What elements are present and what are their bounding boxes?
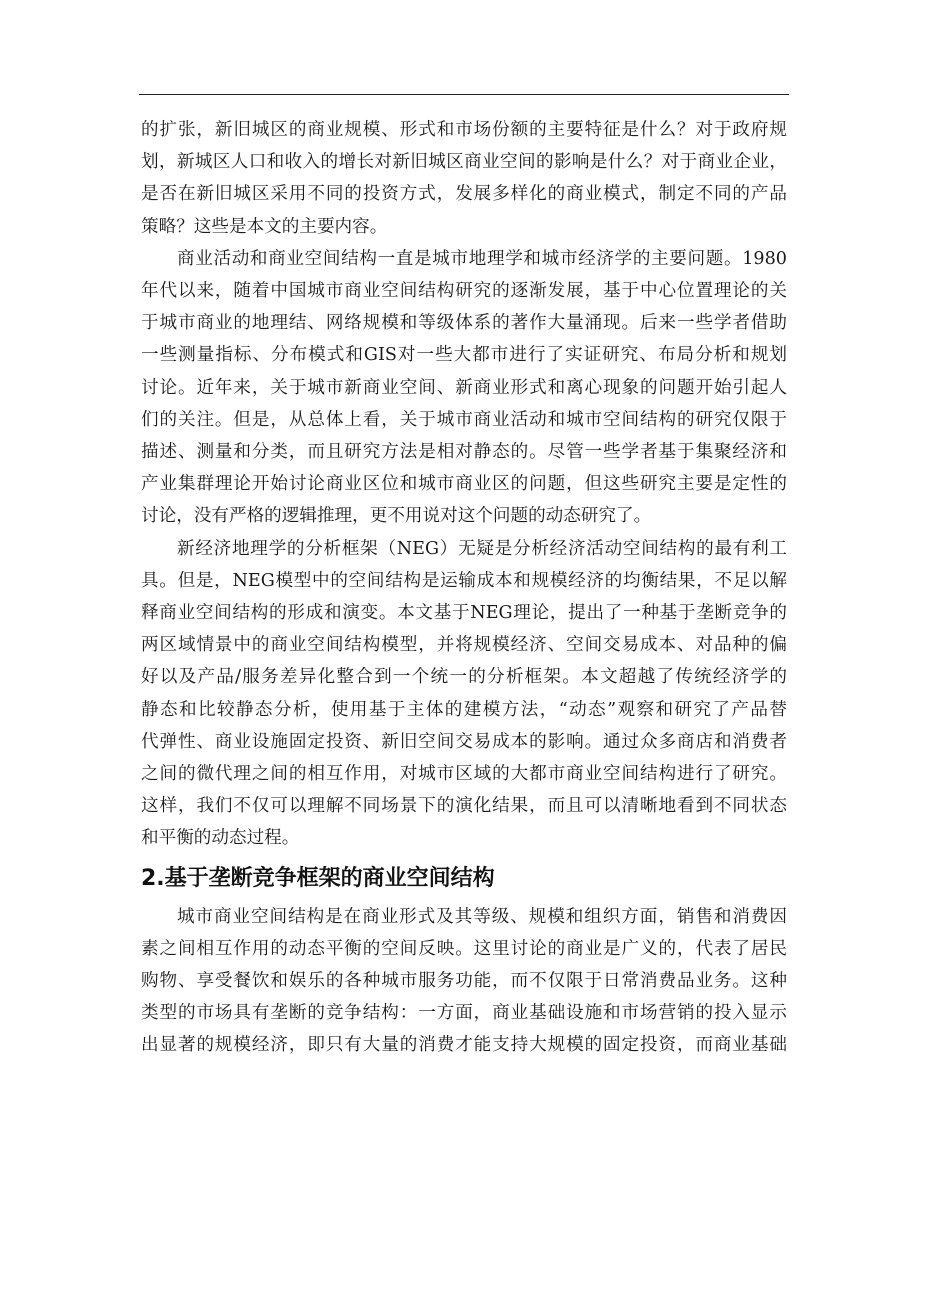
text-line: 购物、享受餐饮和娱乐的各种城市服务功能，而不仅限于日常消费品业务。这种 xyxy=(141,971,787,992)
paragraph-neg-framework xyxy=(141,533,791,855)
text-line: 新经济地理学的分析框架（NEG）无疑是分析经济活动空间结构的最有利工 xyxy=(177,538,787,559)
text-line: 之间的微代理之间的相互作用，对城市区域的大都市商业空间结构进行了研究。 xyxy=(141,764,787,785)
text-line: 是否在新旧城区采用不同的投资方式，发展多样化的商业模式，制定不同的产品 xyxy=(141,184,787,205)
text-line: 一些测量指标、分布模式和GIS对一些大都市进行了实证研究、布局分析和规划 xyxy=(141,345,787,366)
text-line: 代弹性、商业设施固定投资、新旧空间交易成本的影响。通过众多商店和消费者 xyxy=(141,731,787,752)
text-line: 年代以来，随着中国城市商业空间结构研究的逐渐发展，基于中心位置理论的关 xyxy=(141,281,787,302)
paragraph-scope xyxy=(141,114,791,243)
text-line: 策略？这些是本文的主要内容。 xyxy=(141,216,388,237)
text-line: 们的关注。但是，从总体上看，关于城市商业活动和城市空间结构的研究仅限于 xyxy=(141,409,787,430)
text-line: 商业活动和商业空间结构一直是城市地理学和城市经济学的主要问题。1980 xyxy=(177,248,787,269)
text-line: 讨论。近年来，关于城市新商业空间、新商业形式和离心现象的问题开始引起人 xyxy=(141,377,787,398)
text-line: 讨论，没有严格的逻辑推理，更不用说对这个问题的动态研究了。 xyxy=(141,506,652,527)
text-line: 描述、测量和分类，而且研究方法是相对静态的。尽管一些学者基于集聚经济和 xyxy=(141,442,787,463)
text-line: 城市商业空间结构是在商业形式及其等级、规模和组织方面，销售和消费因 xyxy=(177,906,787,927)
paragraph-commercial-structure xyxy=(141,901,791,1062)
document-body xyxy=(141,114,791,1062)
text-line: 类型的市场具有垄断的竞争结构：一方面，商业基础设施和市场营销的投入显示 xyxy=(141,1003,787,1024)
paragraph-literature xyxy=(141,243,791,533)
text-line: 释商业空间结构的形成和演变。本文基于NEG理论，提出了一种基于垄断竞争的 xyxy=(141,603,787,624)
text-line: 划，新城区人口和收入的增长对新旧城区商业空间的影响是什么？对于商业企业， xyxy=(141,152,787,173)
text-line: 出显著的规模经济，即只有大量的消费才能支持大规模的固定投资，而商业基础 xyxy=(141,1035,787,1056)
text-line: 素之间相互作用的动态平衡的空间反映。这里讨论的商业是广义的，代表了居民 xyxy=(141,938,787,959)
section-heading: 2.基于垄断竞争框架的商业空间结构 xyxy=(141,865,495,891)
header-rule xyxy=(139,94,789,95)
text-line: 于城市商业的地理结、网络规模和等级体系的著作大量涌现。后来一些学者借助 xyxy=(141,313,787,334)
text-line: 和平衡的动态过程。 xyxy=(141,828,300,849)
text-line: 两区域情景中的商业空间结构模型，并将规模经济、空间交易成本、对品种的偏 xyxy=(141,635,787,656)
text-line: 这样，我们不仅可以理解不同场景下的演化结果，而且可以清晰地看到不同状态 xyxy=(141,796,787,817)
text-line: 具。但是，NEG模型中的空间结构是运输成本和规模经济的均衡结果，不足以解 xyxy=(141,570,787,591)
text-line: 好以及产品/服务差异化整合到一个统一的分析框架。本文超越了传统经济学的 xyxy=(141,667,787,688)
text-line: 静态和比较静态分析，使用基于主体的建模方法，“动态”观察和研究了产品替 xyxy=(141,699,787,720)
text-line: 产业集群理论开始讨论商业区位和城市商业区的问题，但这些研究主要是定性的 xyxy=(141,474,787,495)
text-line: 的扩张，新旧城区的商业规模、形式和市场份额的主要特征是什么？对于政府规 xyxy=(141,120,787,140)
